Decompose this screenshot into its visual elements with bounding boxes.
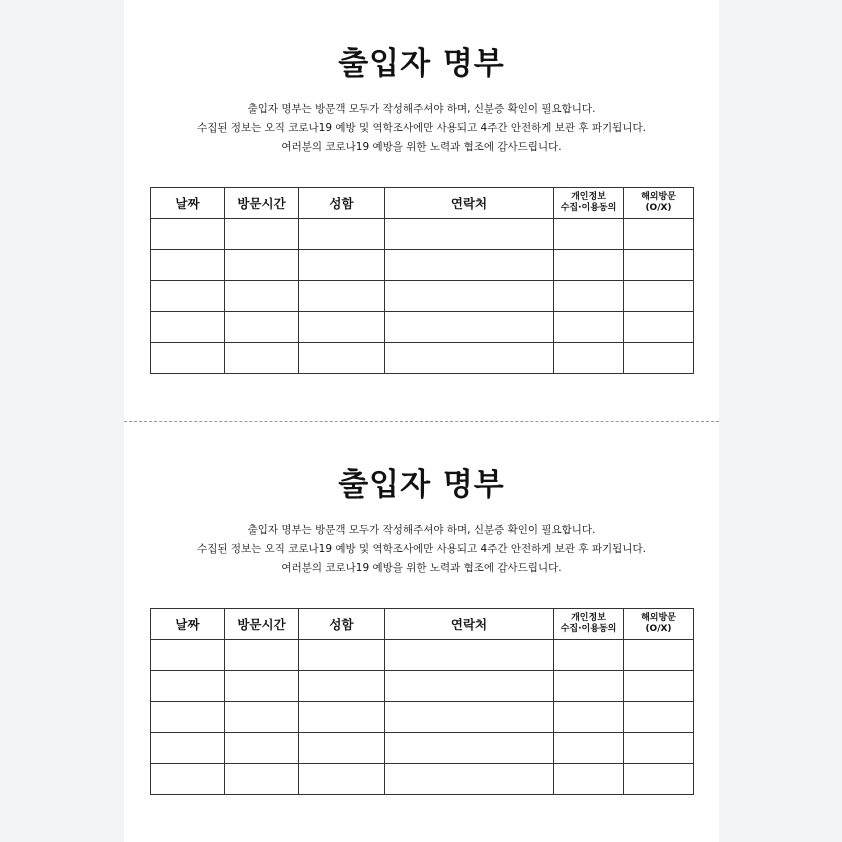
table-cell[interactable] (385, 733, 554, 764)
column-header-privacy-consent (554, 609, 624, 640)
table-cell[interactable] (299, 640, 385, 671)
table-cell[interactable] (554, 281, 624, 312)
table-cell[interactable] (299, 702, 385, 733)
description-line-1: 출입자 명부는 방문객 모두가 작성해주셔야 하며, 신분증 확인이 필요합니다. (247, 524, 596, 536)
column-header-date: 날짜 (151, 188, 225, 219)
table-cell[interactable] (299, 312, 385, 343)
form-title: 출입자 명부 (338, 46, 505, 82)
table-cell[interactable] (151, 640, 225, 671)
table-cell[interactable] (225, 640, 299, 671)
table-cell[interactable] (225, 702, 299, 733)
column-header-visit-time: 방문시간 (225, 188, 299, 219)
table-cell[interactable] (624, 219, 694, 250)
table-row (151, 702, 694, 733)
form-title: 출입자 명부 (338, 467, 505, 503)
table-cell[interactable] (554, 764, 624, 795)
description-line-3: 여러분의 코로나19 예방을 위한 노력과 협조에 감사드립니다. (281, 141, 562, 153)
table-cell[interactable] (624, 764, 694, 795)
table-cell[interactable] (554, 671, 624, 702)
table-cell[interactable] (554, 219, 624, 250)
table-cell[interactable] (225, 733, 299, 764)
table-cell[interactable] (225, 671, 299, 702)
table-cell[interactable] (554, 702, 624, 733)
cut-line-divider (124, 421, 719, 422)
table-cell[interactable] (385, 671, 554, 702)
table-header-row (151, 609, 694, 640)
table-cell[interactable] (385, 312, 554, 343)
table-cell[interactable] (225, 312, 299, 343)
column-header-name: 성함 (299, 188, 385, 219)
table-cell[interactable] (554, 640, 624, 671)
table-cell[interactable] (151, 343, 225, 374)
table-cell[interactable] (385, 343, 554, 374)
column-header-overseas-visit (624, 188, 694, 219)
overseas-visit-label-line-2: (O/X) (645, 203, 672, 213)
table-cell[interactable] (624, 312, 694, 343)
table-cell[interactable] (624, 281, 694, 312)
visitor-log-table (150, 608, 694, 795)
table-cell[interactable] (151, 312, 225, 343)
overseas-visit-label-line-2: (O/X) (645, 624, 672, 634)
table-cell[interactable] (225, 219, 299, 250)
table-row (151, 312, 694, 343)
table-row (151, 733, 694, 764)
privacy-consent-label-line-2: 수집·이용동의 (560, 203, 617, 213)
table-cell[interactable] (151, 250, 225, 281)
table-row (151, 343, 694, 374)
table-row (151, 281, 694, 312)
table-cell[interactable] (624, 671, 694, 702)
column-header-overseas-visit (624, 609, 694, 640)
description-line-2: 수집된 정보는 오직 코로나19 예방 및 역학조사에만 사용되고 4주간 안전하게 보관 후 파기됩니다. (197, 122, 646, 134)
table-cell[interactable] (624, 733, 694, 764)
table-cell[interactable] (299, 281, 385, 312)
table-cell[interactable] (554, 312, 624, 343)
table-row (151, 764, 694, 795)
table-cell[interactable] (299, 343, 385, 374)
table-header-row (151, 188, 694, 219)
table-cell[interactable] (385, 250, 554, 281)
table-row (151, 671, 694, 702)
table-cell[interactable] (151, 671, 225, 702)
table-cell[interactable] (299, 733, 385, 764)
table-cell[interactable] (151, 733, 225, 764)
table-cell[interactable] (225, 343, 299, 374)
table-cell[interactable] (151, 219, 225, 250)
table-row (151, 640, 694, 671)
table-cell[interactable] (385, 702, 554, 733)
table-row (151, 250, 694, 281)
column-header-visit-time: 방문시간 (225, 609, 299, 640)
table-cell[interactable] (385, 219, 554, 250)
privacy-consent-label-line-1: 개인정보 (571, 192, 606, 202)
table-cell[interactable] (624, 343, 694, 374)
table-cell[interactable] (225, 250, 299, 281)
table-cell[interactable] (624, 702, 694, 733)
privacy-consent-label-line-2: 수집·이용동의 (560, 624, 617, 634)
column-header-privacy-consent (554, 188, 624, 219)
table-cell[interactable] (385, 764, 554, 795)
table-cell[interactable] (624, 640, 694, 671)
column-header-contact: 연락처 (385, 188, 554, 219)
column-header-name: 성함 (299, 609, 385, 640)
description-line-2: 수집된 정보는 오직 코로나19 예방 및 역학조사에만 사용되고 4주간 안전하게 보관 후 파기됩니다. (197, 543, 646, 555)
table-cell[interactable] (299, 250, 385, 281)
table-cell[interactable] (225, 764, 299, 795)
description-line-1: 출입자 명부는 방문객 모두가 작성해주셔야 하며, 신분증 확인이 필요합니다. (247, 103, 596, 115)
table-cell[interactable] (385, 640, 554, 671)
table-cell[interactable] (225, 281, 299, 312)
table-cell[interactable] (554, 250, 624, 281)
table-cell[interactable] (299, 764, 385, 795)
overseas-visit-label-line-1: 해외방문 (641, 192, 676, 202)
form-description (124, 100, 719, 157)
overseas-visit-label-line-1: 해외방문 (641, 613, 676, 623)
table-cell[interactable] (624, 250, 694, 281)
column-header-contact: 연락처 (385, 609, 554, 640)
table-cell[interactable] (554, 733, 624, 764)
visitor-log-table (150, 187, 694, 374)
table-cell[interactable] (151, 281, 225, 312)
table-cell[interactable] (385, 281, 554, 312)
privacy-consent-label-line-1: 개인정보 (571, 613, 606, 623)
table-cell[interactable] (554, 343, 624, 374)
form-description (124, 521, 719, 578)
column-header-date: 날짜 (151, 609, 225, 640)
table-cell[interactable] (151, 764, 225, 795)
table-row (151, 219, 694, 250)
table-cell[interactable] (299, 671, 385, 702)
description-line-3: 여러분의 코로나19 예방을 위한 노력과 협조에 감사드립니다. (281, 562, 562, 574)
table-cell[interactable] (151, 702, 225, 733)
table-cell[interactable] (299, 219, 385, 250)
